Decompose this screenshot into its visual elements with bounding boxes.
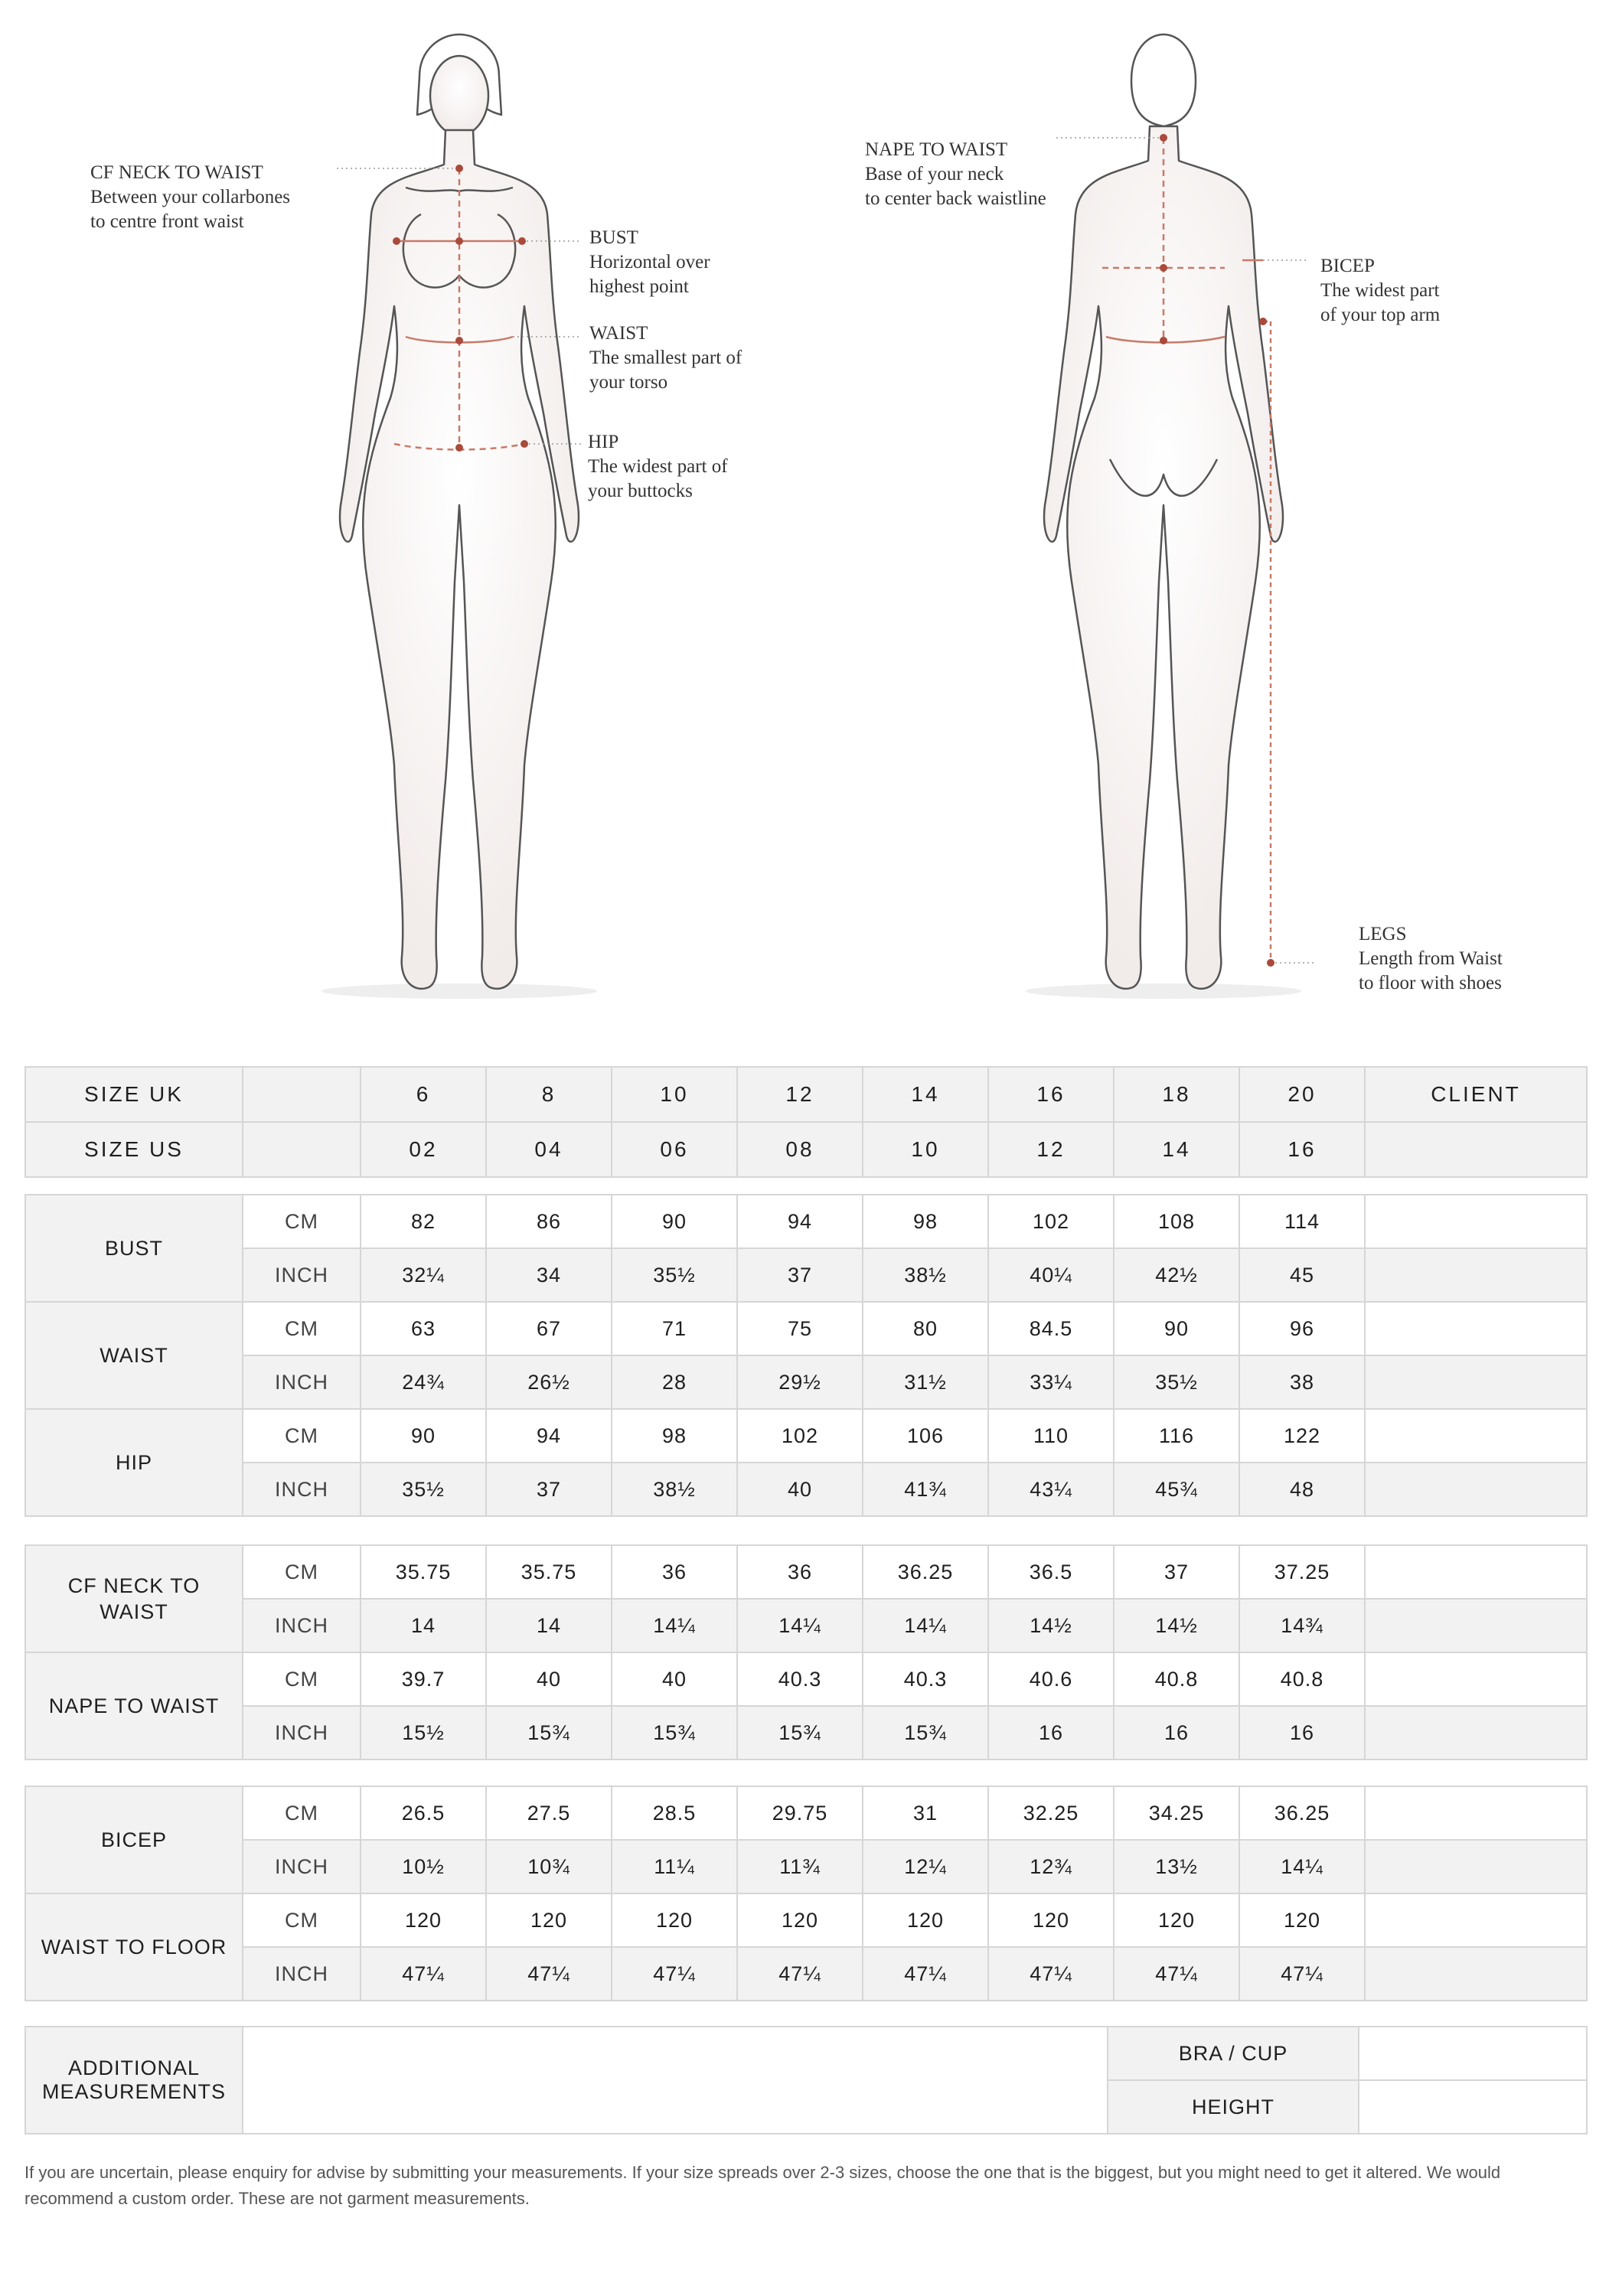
annotation-legs	[1359, 922, 1503, 996]
size-us-value: 06	[612, 1122, 737, 1177]
bicep-cm-row	[25, 1786, 1587, 1840]
annotation-desc: your buttocks	[588, 481, 693, 501]
inch-value: 28	[612, 1355, 737, 1409]
cm-value: 102	[988, 1195, 1114, 1248]
unit-inch: INCH	[243, 1840, 361, 1893]
cm-value: 90	[612, 1195, 737, 1248]
unit-cm: CM	[243, 1893, 361, 1947]
waist-to-floor-label: WAIST TO FLOOR	[25, 1893, 243, 2001]
cm-value: 96	[1239, 1302, 1365, 1355]
inch-value: 35½	[1114, 1355, 1239, 1409]
annotation-title: BICEP	[1320, 256, 1375, 276]
bust-cm-row	[25, 1195, 1587, 1248]
cm-value: 31	[863, 1786, 988, 1840]
annotation-bicep	[1320, 254, 1440, 328]
inch-value: 15¾	[486, 1706, 612, 1760]
cm-value: 27.5	[486, 1786, 612, 1840]
cm-value: 90	[361, 1409, 486, 1463]
cm-value: 40	[486, 1652, 612, 1706]
nape-inch-row	[25, 1706, 1587, 1760]
measurement-group-torso	[24, 1544, 1588, 1760]
inch-value: 14	[486, 1599, 612, 1652]
cm-value: 120	[863, 1893, 988, 1947]
annotation-desc: Base of your neck	[865, 164, 1004, 184]
inch-value: 47¼	[612, 1947, 737, 2001]
cm-value: 28.5	[612, 1786, 737, 1840]
inch-value: 14½	[988, 1599, 1114, 1652]
cm-value: 120	[486, 1893, 612, 1947]
cm-value: 67	[486, 1302, 612, 1355]
client-waist-floor-inch-cell[interactable]	[1365, 1947, 1587, 2001]
inch-value: 38	[1239, 1355, 1365, 1409]
size-us-value: 12	[988, 1122, 1114, 1177]
size-uk-value: 14	[863, 1067, 988, 1122]
bust-label: BUST	[25, 1195, 243, 1302]
back-ground-shadow	[1026, 983, 1301, 999]
cm-value: 116	[1114, 1409, 1239, 1463]
cm-value: 36	[612, 1545, 737, 1599]
cm-value: 98	[612, 1409, 737, 1463]
size-us-row	[25, 1122, 1587, 1177]
cm-value: 34.25	[1114, 1786, 1239, 1840]
bust-inch-row	[25, 1248, 1587, 1302]
inch-value: 32¼	[361, 1248, 486, 1302]
cm-value: 114	[1239, 1195, 1365, 1248]
inch-value: 10½	[361, 1840, 486, 1893]
inch-value: 14	[361, 1599, 486, 1652]
footnote-text: If you are uncertain, please enquiry for advise by submitting your measurements. If your size spreads over 2-3 sizes, choose the one that is the biggest, but you might need to get it altered. We would recommend a custom order. These are not garment measurements.	[24, 2163, 1501, 2208]
size-uk-value: 12	[737, 1067, 863, 1122]
waist-label: WAIST	[25, 1302, 243, 1409]
bicep-label: BICEP	[25, 1786, 243, 1893]
size-us-value: 10	[863, 1122, 988, 1177]
client-cf-neck-cm-cell[interactable]	[1365, 1545, 1587, 1599]
client-bust-cm-cell[interactable]	[1365, 1195, 1587, 1248]
inch-value: 14¼	[1239, 1840, 1365, 1893]
annotation-desc: highest point	[589, 276, 689, 297]
unit-inch: INCH	[243, 1599, 361, 1652]
inch-value: 33¼	[988, 1355, 1114, 1409]
cf-neck-label-line: CF NECK TO	[67, 1574, 201, 1597]
inch-value: 37	[737, 1248, 863, 1302]
inch-value: 11¼	[612, 1840, 737, 1893]
cm-value: 86	[486, 1195, 612, 1248]
cm-value: 40.8	[1239, 1652, 1365, 1706]
annotation-title: BUST	[589, 227, 638, 248]
cm-value: 26.5	[361, 1786, 486, 1840]
inch-value: 14½	[1114, 1599, 1239, 1652]
client-bicep-inch-cell[interactable]	[1365, 1840, 1587, 1893]
additional-label-line: MEASUREMENTS	[41, 2080, 227, 2103]
annotation-desc: to center back waistline	[865, 188, 1046, 209]
client-bicep-cm-cell[interactable]	[1365, 1786, 1587, 1840]
cm-value: 40	[612, 1652, 737, 1706]
hip-cm-row	[25, 1409, 1587, 1463]
bra-cup-field[interactable]	[1359, 2027, 1587, 2080]
inch-value: 16	[1239, 1706, 1365, 1760]
annotation-nape	[865, 138, 1046, 211]
inch-value: 15¾	[612, 1706, 737, 1760]
cm-value: 40.3	[863, 1652, 988, 1706]
bra-cup-label: BRA / CUP	[1108, 2027, 1359, 2080]
body-diagrams	[46, 31, 1562, 1026]
annotation-title: LEGS	[1359, 924, 1407, 944]
inch-value: 34	[486, 1248, 612, 1302]
inch-value: 14¾	[1239, 1599, 1365, 1652]
client-waist-cm-cell[interactable]	[1365, 1302, 1587, 1355]
size-us-value: 08	[737, 1122, 863, 1177]
cm-value: 120	[737, 1893, 863, 1947]
inch-value: 47¼	[1239, 1947, 1365, 2001]
cm-value: 120	[1239, 1893, 1365, 1947]
size-us-value: 14	[1114, 1122, 1239, 1177]
annotation-cf-neck	[90, 161, 290, 234]
height-label: HEIGHT	[1108, 2080, 1359, 2134]
cm-value: 37	[1114, 1545, 1239, 1599]
size-us-value: 04	[486, 1122, 612, 1177]
size-us-label: SIZE US	[25, 1122, 243, 1177]
size-uk-value: 10	[612, 1067, 737, 1122]
size-uk-value: 6	[361, 1067, 486, 1122]
unit-cm: CM	[243, 1195, 361, 1248]
size-us-value: 02	[361, 1122, 486, 1177]
waist-floor-cm-row	[25, 1893, 1587, 1947]
inch-value: 35½	[361, 1463, 486, 1516]
cm-value: 120	[612, 1893, 737, 1947]
inch-value: 14¼	[737, 1599, 863, 1652]
cm-value: 110	[988, 1409, 1114, 1463]
annotation-title: CF NECK TO WAIST	[90, 162, 263, 183]
inch-value: 16	[988, 1706, 1114, 1760]
additional-label-line: ADDITIONAL	[67, 2056, 201, 2079]
client-cf-neck-inch-cell[interactable]	[1365, 1599, 1587, 1652]
cm-value: 35.75	[486, 1545, 612, 1599]
inch-value: 10¾	[486, 1840, 612, 1893]
cf-neck-label-line: WAIST	[100, 1600, 168, 1623]
front-figure	[340, 34, 579, 989]
size-uk-label: SIZE UK	[25, 1067, 243, 1122]
cm-value: 40.3	[737, 1652, 863, 1706]
cm-value: 98	[863, 1195, 988, 1248]
inch-value: 31½	[863, 1355, 988, 1409]
annotation-bust	[589, 226, 710, 299]
annotation-desc: Horizontal over	[589, 252, 710, 272]
inch-value: 41¾	[863, 1463, 988, 1516]
cm-value: 39.7	[361, 1652, 486, 1706]
inch-value: 12¾	[988, 1840, 1114, 1893]
unit-cm: CM	[243, 1409, 361, 1463]
inch-value: 45	[1239, 1248, 1365, 1302]
cf-neck-inch-row	[25, 1599, 1587, 1652]
unit-cm: CM	[243, 1302, 361, 1355]
empty-cell	[243, 1122, 361, 1177]
nape-cm-row	[25, 1652, 1587, 1706]
cm-value: 35.75	[361, 1545, 486, 1599]
cf-neck-cm-row	[25, 1545, 1587, 1599]
inch-value: 11¾	[737, 1840, 863, 1893]
annotation-desc: The widest part	[1320, 280, 1440, 301]
hip-label: HIP	[25, 1409, 243, 1516]
measurement-group-limbs	[24, 1786, 1588, 2001]
inch-value: 40¼	[988, 1248, 1114, 1302]
additional-measurements-label	[25, 2027, 243, 2134]
cm-value: 102	[737, 1409, 863, 1463]
inch-value: 47¼	[863, 1947, 988, 2001]
empty-cell	[243, 1067, 361, 1122]
annotation-desc: of your top arm	[1320, 305, 1441, 325]
inch-value: 15¾	[737, 1706, 863, 1760]
cf-neck-label	[25, 1545, 243, 1652]
annotation-title: HIP	[588, 432, 619, 452]
cm-value: 94	[737, 1195, 863, 1248]
annotation-desc: The smallest part of	[589, 347, 742, 368]
annotation-waist	[589, 321, 742, 395]
cm-value: 84.5	[988, 1302, 1114, 1355]
inch-value: 14¼	[612, 1599, 737, 1652]
inch-value: 37	[486, 1463, 612, 1516]
bra-cup-row	[25, 2027, 1587, 2080]
annotation-desc: your torso	[589, 372, 668, 393]
inch-value: 12¼	[863, 1840, 988, 1893]
inch-value: 24¾	[361, 1355, 486, 1409]
size-uk-value: 20	[1239, 1067, 1365, 1122]
cm-value: 37.25	[1239, 1545, 1365, 1599]
inch-value: 38½	[612, 1463, 737, 1516]
cm-value: 63	[361, 1302, 486, 1355]
client-waist-inch-cell[interactable]	[1365, 1355, 1587, 1409]
inch-value: 47¼	[737, 1947, 863, 2001]
unit-cm: CM	[243, 1652, 361, 1706]
inch-value: 26½	[486, 1355, 612, 1409]
measurement-group-body	[24, 1194, 1588, 1517]
inch-value: 40	[737, 1463, 863, 1516]
cm-value: 29.75	[737, 1786, 863, 1840]
unit-inch: INCH	[243, 1706, 361, 1760]
waist-floor-inch-row	[25, 1947, 1587, 2001]
inch-value: 47¼	[361, 1947, 486, 2001]
waist-inch-row	[25, 1355, 1587, 1409]
cm-value: 36.5	[988, 1545, 1114, 1599]
inch-value: 47¼	[486, 1947, 612, 2001]
inch-value: 47¼	[1114, 1947, 1239, 2001]
inch-value: 47¼	[988, 1947, 1114, 2001]
cm-value: 32.25	[988, 1786, 1114, 1840]
inch-value: 38½	[863, 1248, 988, 1302]
annotation-desc: The widest part of	[588, 456, 728, 477]
cm-value: 75	[737, 1302, 863, 1355]
client-us-cell[interactable]	[1365, 1122, 1587, 1177]
unit-inch: INCH	[243, 1463, 361, 1516]
cm-value: 106	[863, 1409, 988, 1463]
inch-value: 48	[1239, 1463, 1365, 1516]
inch-value: 42½	[1114, 1248, 1239, 1302]
inch-value: 15½	[361, 1706, 486, 1760]
annotation-title: WAIST	[589, 323, 648, 344]
client-waist-floor-cm-cell[interactable]	[1365, 1893, 1587, 1947]
client-nape-inch-cell[interactable]	[1365, 1706, 1587, 1760]
inch-value: 14¼	[863, 1599, 988, 1652]
cm-value: 120	[1114, 1893, 1239, 1947]
annotation-title: NAPE TO WAIST	[865, 139, 1008, 160]
inch-value: 43¼	[988, 1463, 1114, 1516]
inch-value: 15¾	[863, 1706, 988, 1760]
unit-inch: INCH	[243, 1355, 361, 1409]
cm-value: 120	[361, 1893, 486, 1947]
inch-value: 16	[1114, 1706, 1239, 1760]
back-figure	[1044, 34, 1283, 989]
size-uk-value: 18	[1114, 1067, 1239, 1122]
height-field[interactable]	[1359, 2080, 1587, 2134]
cm-value: 36.25	[1239, 1786, 1365, 1840]
bicep-inch-row	[25, 1840, 1587, 1893]
annotation-desc: to centre front waist	[90, 211, 244, 232]
size-uk-value: 16	[988, 1067, 1114, 1122]
cm-value: 94	[486, 1409, 612, 1463]
size-us-value: 16	[1239, 1122, 1365, 1177]
inch-value: 35½	[612, 1248, 737, 1302]
annotation-desc: to floor with shoes	[1359, 973, 1502, 993]
client-hip-cm-cell[interactable]	[1365, 1409, 1587, 1463]
client-hip-inch-cell[interactable]	[1365, 1463, 1587, 1516]
client-nape-cm-cell[interactable]	[1365, 1652, 1587, 1706]
cm-value: 80	[863, 1302, 988, 1355]
size-header-table	[24, 1066, 1588, 1178]
cm-value: 122	[1239, 1409, 1365, 1463]
annotation-desc: Length from Waist	[1359, 948, 1503, 969]
client-bust-inch-cell[interactable]	[1365, 1248, 1587, 1302]
cm-value: 108	[1114, 1195, 1239, 1248]
additional-measurements-table	[24, 2026, 1588, 2135]
inch-value: 45¾	[1114, 1463, 1239, 1516]
unit-inch: INCH	[243, 1947, 361, 2001]
cm-value: 90	[1114, 1302, 1239, 1355]
cm-value: 36.25	[863, 1545, 988, 1599]
size-uk-row	[25, 1067, 1587, 1122]
cm-value: 36	[737, 1545, 863, 1599]
front-ground-shadow	[321, 983, 597, 999]
inch-value: 13½	[1114, 1840, 1239, 1893]
cm-value: 40.8	[1114, 1652, 1239, 1706]
unit-inch: INCH	[243, 1248, 361, 1302]
annotation-desc: Between your collarbones	[90, 187, 291, 207]
nape-label: NAPE TO WAIST	[25, 1652, 243, 1760]
cm-value: 71	[612, 1302, 737, 1355]
client-label: CLIENT	[1365, 1067, 1587, 1122]
cm-value: 82	[361, 1195, 486, 1248]
waist-cm-row	[25, 1302, 1587, 1355]
annotation-hip	[588, 430, 728, 504]
additional-measurements-field[interactable]	[243, 2027, 1108, 2134]
size-uk-value: 8	[486, 1067, 612, 1122]
cm-value: 40.6	[988, 1652, 1114, 1706]
unit-cm: CM	[243, 1545, 361, 1599]
inch-value: 29½	[737, 1355, 863, 1409]
unit-cm: CM	[243, 1786, 361, 1840]
hip-inch-row	[25, 1463, 1587, 1516]
cm-value: 120	[988, 1893, 1114, 1947]
